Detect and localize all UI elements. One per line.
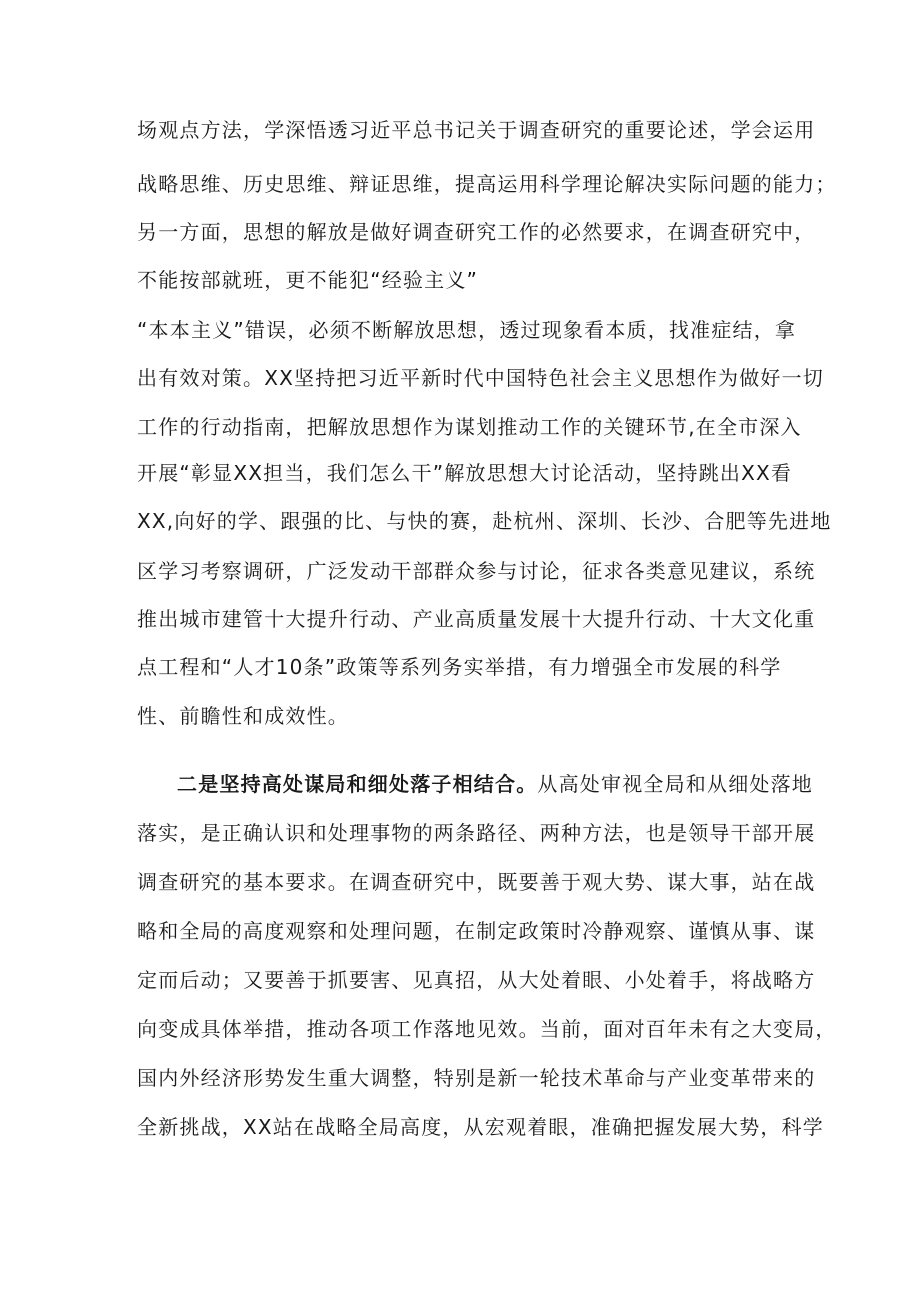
- paragraph-line: 国内外经济形势发生重大调整，特别是新一轮技术革命与产业变革带来的: [137, 1066, 816, 1090]
- paragraph-line: 略和全局的高度观察和处理问题，在制定政策时冷静观察、谨慎从事、谋: [137, 919, 816, 943]
- paragraph-line: 落实，是正确认识和处理事物的两条路径、两种方法，也是领导干部开展: [137, 821, 816, 845]
- paragraph-line: 性、前瞻性和成效性。: [137, 704, 349, 728]
- paragraph-text: 从高处审视全局和从细处落地: [537, 772, 814, 796]
- paragraph-line: 全新挑战，XX站在战略全局高度，从宏观着眼，准确把握发展大势，科学: [137, 1115, 825, 1139]
- paragraph-line: 点工程和“人才10条”政策等系列务实举措，有力增强全市发展的科学: [137, 655, 782, 679]
- paragraph-line: 定而后动；又要善于抓要害、见真招，从大处着眼、小处着手，将战略方: [137, 968, 816, 992]
- paragraph-line: 开展“彰显XX担当，我们怎么干”解放思想大讨论活动，坚持跳出XX看: [137, 461, 793, 485]
- paragraph-line: “本本主义”错误，必须不断解放思想，透过现象看本质，找准症结，拿: [137, 318, 797, 342]
- paragraph-line: 区学习考察调研，广泛发动干部群众参与讨论，征求各类意见建议，系统: [137, 559, 816, 583]
- section-2-first-line: [177, 771, 813, 797]
- paragraph-line: 战略思维、历史思维、辩证思维，提高运用科学理论解决实际问题的能力；: [137, 172, 837, 196]
- paragraph-line: 不能按部就班，更不能犯“经验主义”: [137, 268, 479, 292]
- paragraph-line: XX,向好的学、跟强的比、与快的赛，赴杭州、深圳、长沙、合肥等先进地: [137, 509, 832, 533]
- paragraph-line: 推出城市建管十大提升行动、产业高质量发展十大提升行动、十大文化重: [137, 607, 816, 631]
- paragraph-line: 调查研究的基本要求。在调查研究中，既要善于观大势、谋大事，站在战: [137, 870, 816, 894]
- paragraph-line: 出有效对策。XX坚持把习近平新时代中国特色社会主义思想作为做好一切: [137, 366, 825, 390]
- paragraph-line: 另一方面，思想的解放是做好调查研究工作的必然要求，在调查研究中，: [137, 220, 816, 244]
- section-heading: 二是坚持高处谋局和细处落子相结合。: [177, 772, 538, 796]
- paragraph-line: 向变成具体举措，推动各项工作落地见效。当前，面对百年未有之大变局，: [137, 1017, 837, 1041]
- paragraph-line: 工作的行动指南，把解放思想作为谋划推动工作的关键环节,在全市深入: [137, 415, 802, 439]
- paragraph-line: 场观点方法，学深悟透习近平总书记关于调查研究的重要论述，学会运用: [137, 118, 816, 142]
